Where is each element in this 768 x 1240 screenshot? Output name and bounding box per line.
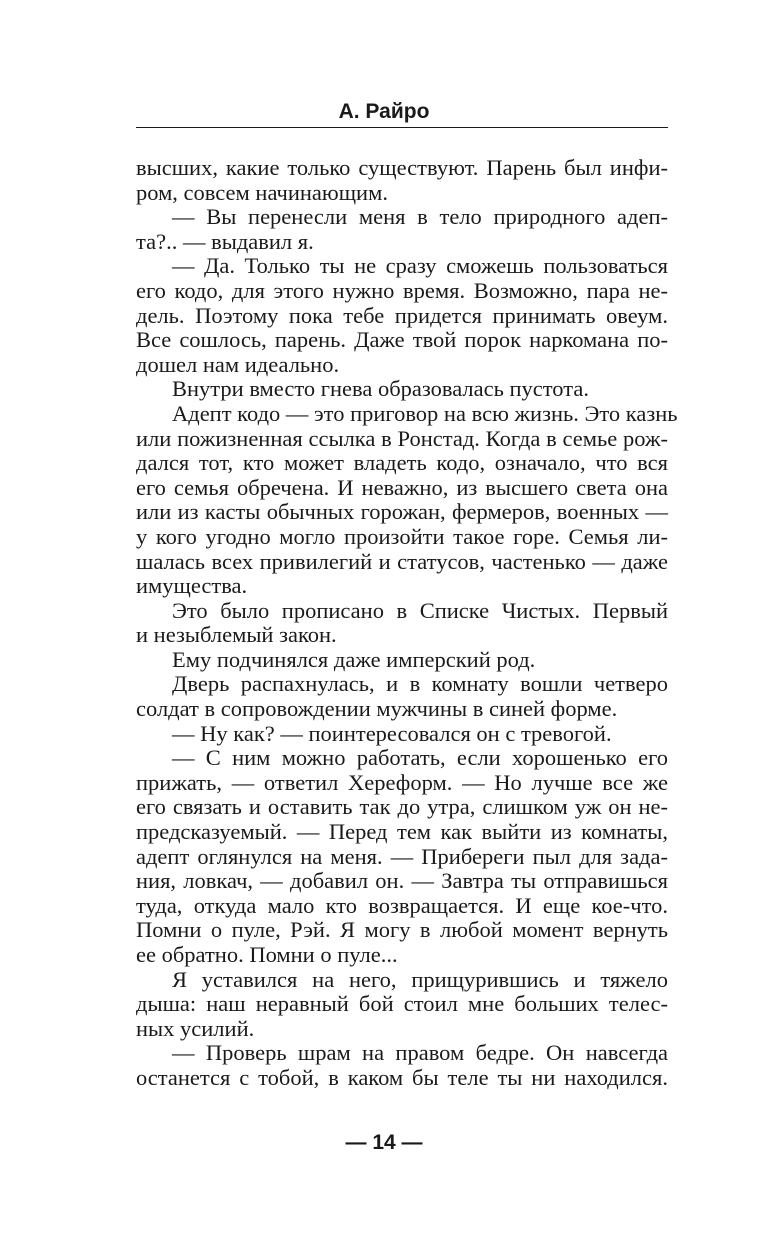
text-line: дался тот, кто может владеть кодо, означало, что вся: [136, 450, 668, 476]
text-line: адепт оглянулся на меня. — Прибереги пыл для зада-: [136, 843, 668, 869]
text-line: и незыблемый закон.: [136, 622, 337, 648]
text-line: шалась всех привилегий и статусов, частенько — даже: [136, 548, 668, 574]
text-line: или из касты обычных горожан, фермеров, военных —: [136, 499, 668, 525]
text-line: Адепт кодо — это приговор на всю жизнь. Это казнь: [172, 400, 678, 426]
text-line: — Проверь шрам на правом бедре. Он навсегда: [172, 1040, 668, 1066]
text-line: Это было прописано в Списке Чистых. Первый: [172, 597, 668, 623]
text-line: высших, какие только существуют. Парень был инфи-: [136, 155, 668, 180]
text-line: ее обратно. Помни о пуле...: [136, 942, 398, 967]
text-line: Помни о пуле, Рэй. Я могу в любой момент вернуть: [136, 917, 668, 943]
text-line: ром, совсем начинающим.: [136, 179, 388, 205]
text-line: дель. Поэтому пока тебе придется принимать овеум.: [136, 302, 668, 328]
page-number: — 14 —: [345, 1131, 423, 1154]
text-line: или пожизненная ссылка в Ронстад. Когда в семье рож-: [136, 425, 668, 451]
text-line: — Да. Только ты не сразу сможешь пользоваться: [172, 253, 668, 279]
text-line: та?.. — выдавил я.: [136, 228, 314, 254]
text-line: ных усилий.: [136, 1015, 255, 1041]
text-line: солдат в сопровождении мужчины в синей форме.: [136, 696, 618, 722]
text-line: — С ним можно работать, если хорошенько его: [172, 745, 668, 771]
text-line: дыша: наш неравный бой стоил мне больших телес-: [136, 991, 668, 1017]
text-line: его семья обречена. И неважно, из высшего света она: [136, 474, 668, 500]
text-line: туда, откуда мало кто возвращается. И еще кое-что.: [136, 892, 668, 918]
text-line: Дверь распахнулась, и в комнату вошли четверо: [172, 671, 668, 697]
text-line: Внутри вместо гнева образовалась пустота.: [172, 376, 589, 402]
text-line: имущества.: [136, 573, 248, 599]
body-text: [136, 155, 678, 1091]
text-line: дошел нам идеально.: [136, 351, 340, 377]
text-line: прижать, — ответил Хереформ. — Но лучше все же: [136, 769, 668, 795]
running-header: А. Райро: [338, 100, 430, 123]
text-line: Я уставился на него, прищурившись и тяжело: [172, 966, 668, 992]
text-line: предсказуемый. — Перед тем как выйти из комнаты,: [136, 819, 668, 845]
text-line: останется с тобой, в каком бы теле ты ни находился.: [136, 1064, 668, 1090]
text-line: Ему подчинялся даже имперский род.: [172, 646, 536, 672]
text-line: ния, ловкач, — добавил он. — Завтра ты отправишься: [136, 868, 668, 894]
text-line: — Ну как? — поинтересовался он с тревогой.: [172, 720, 612, 746]
text-line: его связать и оставить так до утра, слишком уж он не-: [136, 794, 668, 820]
text-line: Все сошлось, парень. Даже твой порок наркомана по-: [136, 327, 668, 353]
text-line: у кого угодно могло произойти такое горе. Семья ли-: [136, 523, 668, 549]
text-line: — Вы перенесли меня в тело природного адеп-: [172, 204, 668, 230]
header-rule: [136, 127, 668, 128]
text-line: его кодо, для этого нужно время. Возможно, пара не-: [136, 277, 668, 303]
